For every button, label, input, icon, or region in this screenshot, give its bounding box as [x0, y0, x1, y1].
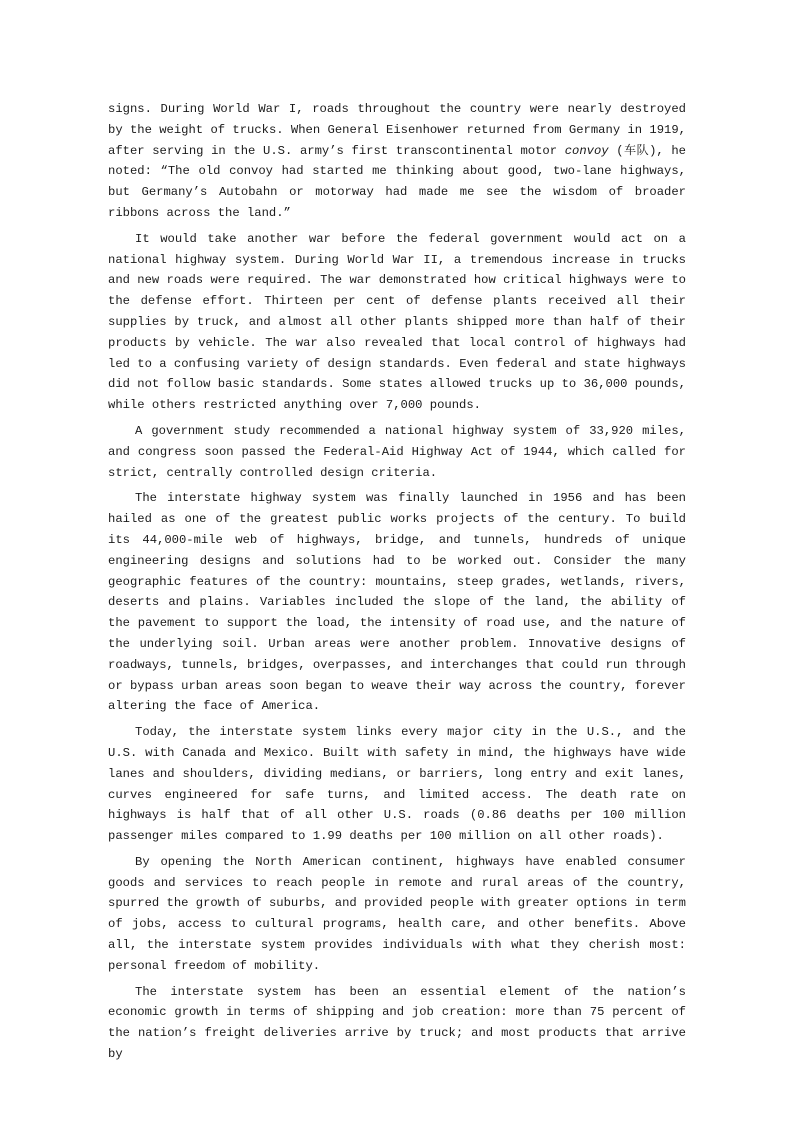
paragraph-5: Today, the interstate system links every major city in the U.S., and the U.S. with Canada and Mexico. Built with safety in mind, the highways have wide lanes and shoulders, dividing medians, or barriers, long entry and exit lanes, curves engineered for safe turns, and limited access. The death rate on highways is half that of all other U.S. roads (0.86 deaths per 100 million passenger miles compared to 1.99 deaths per 100 million on all other roads). [108, 725, 686, 844]
paragraph-1-text-start: signs. During World War I, roads throughout the country were nearly destroyed by the weight of trucks. When General Eisenhower returned from Germany in 1919, after serving in the U.S. army’s first transcontinental motor [108, 102, 686, 158]
paragraph-2: It would take another war before the federal government would act on a national highway system. During World War II, a tremendous increase in trucks and new roads were required. The war demonstrated how critical highways were to the defense effort. Thirteen per cent of defense plants received all their supplies by truck, and almost all other plants shipped more than half of their products by vehicle. The war also revealed that local control of highways had led to a confusing variety of design standards. Even federal and state highways did not follow basic standards. Some states allowed trucks up to 36,000 pounds, while others restricted anything over 7,000 pounds. [108, 231, 686, 413]
paragraph-4: The interstate highway system was finally launched in 1956 and has been hailed as one of the greatest public works projects of the century. To build its 44,000-mile web of highways, bridge, and tunnels, hundreds of unique engineering designs and solutions had to be worked out. Consider the many geographic features of the country: mountains, steep grades, wetlands, rivers, deserts and plains. Variables included the slope of the land, the ability of the pavement to support the load, the intensity of road use, and the nature of the underlying soil. Urban areas were another problem. Innovative designs of roadways, tunnels, bridges, overpasses, and interchanges that could run through or bypass urban areas soon began to weave their way across the country, forever altering the face of America. [108, 491, 686, 714]
paragraph-7: The interstate system has been an essential element of the nation’s economic growth in terms of shipping and job creation: more than 75 percent of the nation’s freight deliveries arrive by truck; and most products that arrive by [108, 984, 686, 1062]
document-page [108, 99, 686, 1070]
paragraph-3: A government study recommended a national highway system of 33,920 miles, and congress soon passed the Federal-Aid Highway Act of 1944, which called for strict, centrally controlled design criteria. [108, 423, 686, 480]
paragraph-1 [108, 99, 686, 224]
emphasized-term: convoy [564, 143, 609, 158]
paragraph-1-text-end: (车队), he noted: “The old convoy had started me thinking about good, two-lane highways, but Germany’s Autobahn or motorway had made me see the wisdom of broader ribbons across the land.” [108, 143, 686, 220]
paragraph-6: By opening the North American continent, highways have enabled consumer goods and services to reach people in remote and rural areas of the country, spurred the growth of suburbs, and provided people with greater options in term of jobs, access to cultural programs, health care, and other benefits. Above all, the interstate system provides individuals with what they cherish most: personal freedom of mobility. [108, 854, 686, 973]
